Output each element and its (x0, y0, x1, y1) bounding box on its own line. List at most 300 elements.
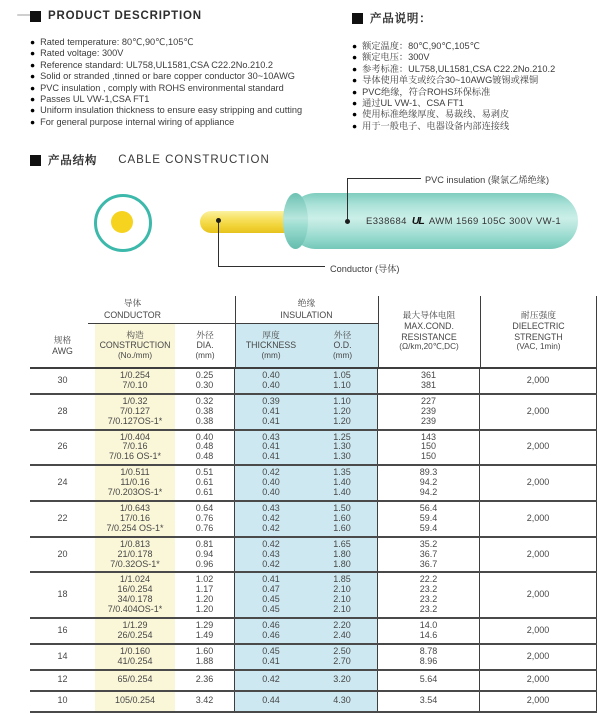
bullet-item (30, 105, 345, 116)
conductor-label: Conductor (导体) (330, 264, 400, 274)
conductor-group-en: CONDUCTOR (103, 309, 162, 320)
cell-value: 2,000 (526, 674, 550, 685)
bullet-icon: ● (30, 37, 36, 47)
conductor-leader-line (218, 222, 219, 266)
cell-od (307, 619, 378, 643)
cell-line: 2.70 (333, 655, 351, 666)
cell-line: 4.30 (333, 695, 351, 706)
cell-line: 0.61 (195, 487, 214, 498)
header-resistance-en1: MAX.COND. (404, 320, 454, 331)
header-thickness-cn: 厚度 (262, 329, 280, 340)
cell-line: 34/0.178 (117, 594, 153, 605)
cell-line: 65/0.254 (117, 674, 153, 685)
cell-line: 7/0.127 (119, 405, 151, 416)
cell-value: 2,000 (526, 624, 550, 635)
cell-dielectric (480, 538, 597, 572)
cell-line: 0.32 (195, 395, 214, 406)
bullet-icon: ● (30, 105, 36, 116)
cell-line: 239 (420, 415, 437, 426)
product-description-list (30, 37, 345, 128)
cell-line: 1.30 (333, 451, 351, 462)
cell-line: 1/0.643 (119, 502, 151, 513)
bullet-icon: ● (352, 109, 358, 120)
cell-awg (30, 692, 95, 711)
header-dielectric-en2: STRENGTH (514, 331, 563, 342)
cell-thickness (235, 466, 307, 500)
header-od-cn: 外径 (333, 329, 352, 340)
cell-line: 2.10 (333, 584, 351, 595)
cell-dia (175, 538, 235, 572)
cell-line: 21/0.178 (117, 548, 153, 559)
cell-od (307, 538, 378, 572)
header-construction-unit: (No./mm) (117, 350, 153, 360)
cell-value: 20 (57, 548, 68, 559)
cell-line: 14.6 (419, 629, 438, 640)
cell-line: 23.2 (419, 604, 438, 615)
cell-line: 1.85 (333, 574, 351, 585)
product-description-heading (30, 10, 345, 22)
cell-dielectric (480, 431, 597, 465)
cell-line: 105/0.254 (114, 695, 156, 706)
bullet-text: 额定温度：80℃,90℃,105℃ (362, 41, 480, 51)
section-marker-icon (30, 155, 41, 166)
cell-line: 1.10 (333, 379, 351, 390)
cell-dielectric (480, 573, 597, 617)
cell-resistance (378, 395, 480, 429)
cell-od (307, 671, 378, 690)
table-row-awg-12 (30, 671, 597, 692)
cell-resistance (378, 538, 480, 572)
cell-line: 381 (420, 379, 437, 390)
cell-resistance (378, 573, 480, 617)
header-awg (30, 324, 95, 367)
bullet-icon: ● (352, 120, 358, 131)
table-row-awg-24 (30, 466, 597, 502)
cell-line: 7/0.404OS-1* (107, 604, 163, 615)
cell-line: 7/0.127OS-1* (107, 415, 163, 426)
bullet-item (30, 60, 345, 71)
cell-line: 0.96 (195, 558, 214, 569)
cell-dielectric (480, 369, 597, 393)
header-dielectric-cn: 耐压强度 (520, 310, 557, 321)
cell-line: 0.42 (262, 674, 280, 685)
bullet-text: For general purpose internal wiring of appliance (40, 116, 235, 127)
cable-print-file-number: E338684 (366, 215, 407, 227)
cell-resistance (378, 671, 480, 690)
table-row-awg-28 (30, 395, 597, 431)
cell-line: 36.7 (419, 548, 438, 559)
header-construction (95, 324, 175, 367)
cell-line: 0.41 (262, 574, 280, 585)
cell-resistance (378, 466, 480, 500)
cell-line: 7/0.254 OS-1* (106, 522, 164, 533)
cell-construction (95, 692, 175, 711)
cell-line: 0.40 (262, 487, 280, 498)
cell-line: 8.78 (419, 645, 438, 656)
bullet-icon: ● (352, 41, 358, 51)
cell-line: 0.94 (195, 548, 214, 559)
cell-line: 0.64 (195, 502, 214, 513)
cell-awg (30, 671, 95, 690)
cell-line: 0.41 (262, 415, 280, 426)
cell-thickness (235, 502, 307, 536)
header-od-unit: (mm) (332, 350, 353, 360)
cell-thickness (235, 671, 307, 690)
cell-value: 2,000 (526, 589, 550, 600)
cell-line: 1.20 (333, 415, 351, 426)
cell-value: 10 (57, 695, 68, 706)
table-row-awg-30 (30, 369, 597, 395)
cell-construction (95, 466, 175, 500)
cell-thickness (235, 369, 307, 393)
cable-print-text (366, 215, 561, 227)
cell-value: 2,000 (526, 548, 550, 559)
cell-line: 0.41 (262, 405, 280, 416)
cell-awg (30, 619, 95, 643)
cell-line: 1.30 (333, 441, 351, 452)
cell-line: 89.3 (419, 467, 438, 478)
header-awg-en: AWG (52, 345, 73, 356)
cell-construction (95, 502, 175, 536)
cell-line: 1.25 (333, 431, 351, 442)
bullet-text: Uniform insulation thickness to ensure easy stripping and cutting (40, 105, 303, 116)
cell-line: 0.43 (262, 548, 280, 559)
cell-value: 18 (57, 589, 68, 600)
cell-line: 1.20 (195, 604, 214, 615)
cell-dielectric (480, 692, 597, 711)
header-resistance-cn: 最大导体电阻 (402, 310, 456, 321)
cell-line: 7/0.16 OS-1* (108, 451, 162, 462)
cell-line: 56.4 (419, 502, 438, 513)
cell-construction (95, 431, 175, 465)
conductor-group-cn: 导体 (123, 298, 142, 308)
cell-line: 0.51 (195, 467, 214, 478)
cell-line: 0.47 (262, 584, 280, 595)
cell-line: 0.40 (262, 370, 280, 380)
cell-line: 41/0.254 (117, 655, 153, 666)
cell-line: 0.43 (262, 431, 280, 442)
cell-line: 17/0.16 (119, 512, 151, 523)
insulation-group-cn: 绝缘 (297, 298, 316, 308)
bullet-text: PVC insulation , comply with ROHS environmental standard (40, 82, 284, 93)
cell-line: 0.40 (195, 431, 214, 442)
table-header (30, 296, 597, 369)
cable-construction-heading (30, 152, 270, 168)
cell-construction (95, 395, 175, 429)
product-description-section (30, 10, 345, 128)
cell-resistance (378, 369, 480, 393)
cell-dia (175, 692, 235, 711)
bullet-icon: ● (30, 48, 36, 59)
cell-line: 0.30 (195, 379, 214, 390)
cell-line: 1.02 (195, 574, 214, 585)
insulation-group-header (235, 297, 378, 322)
product-notes-cn-heading (352, 10, 603, 26)
cell-line: 1.88 (195, 655, 214, 666)
cell-line: 3.42 (195, 695, 214, 706)
cell-dielectric (480, 395, 597, 429)
bullet-icon: ● (352, 75, 358, 86)
cell-value: 2,000 (526, 405, 550, 416)
cell-thickness (235, 692, 307, 711)
cell-dielectric (480, 466, 597, 500)
cell-thickness (235, 573, 307, 617)
cell-line: 0.46 (262, 629, 280, 640)
cell-line: 2.10 (333, 594, 351, 605)
cell-line: 0.38 (195, 415, 214, 426)
cell-line: 3.20 (333, 674, 351, 685)
cell-construction (95, 619, 175, 643)
cell-line: 227 (420, 395, 437, 406)
cell-resistance (378, 645, 480, 669)
cell-value: 26 (57, 441, 68, 452)
cell-line: 0.76 (195, 522, 214, 533)
cell-line: 0.48 (195, 441, 214, 452)
cell-value: 28 (57, 405, 68, 416)
cell-line: 1.10 (333, 395, 351, 406)
cell-line: 1/0.160 (119, 645, 151, 656)
cell-od (307, 395, 378, 429)
cell-line: 1.20 (195, 594, 214, 605)
cell-line: 0.41 (262, 451, 280, 462)
cell-dielectric (480, 671, 597, 690)
header-thickness-unit: (mm) (261, 350, 281, 360)
table-row-awg-16 (30, 619, 597, 645)
cell-dia (175, 466, 235, 500)
bullet-text: 通过UL VW-1、CSA FT1 (362, 98, 464, 109)
bullet-text: PVC绝缘，符合ROHS环保标准 (362, 86, 491, 97)
cell-construction (95, 645, 175, 669)
cable-insulation-cut-face (283, 193, 308, 249)
bullet-item (352, 64, 603, 75)
cell-awg (30, 538, 95, 572)
cell-resistance (378, 431, 480, 465)
cell-line: 2.40 (333, 629, 351, 640)
insulation-label: PVC insulation (聚氯乙烯绝缘) (425, 175, 550, 185)
cell-line: 1.29 (195, 620, 214, 631)
header-resistance (378, 296, 480, 367)
cell-dia (175, 431, 235, 465)
cell-value: 2,000 (526, 374, 550, 385)
cell-line: 8.96 (419, 655, 438, 666)
cell-line: 7/0.16 (122, 441, 148, 452)
cell-dia (175, 573, 235, 617)
cell-line: 0.42 (262, 512, 280, 523)
cell-line: 1.49 (195, 629, 214, 640)
cell-awg (30, 369, 95, 393)
product-notes-cn-section (352, 10, 603, 132)
cell-construction (95, 573, 175, 617)
cell-line: 239 (420, 405, 437, 416)
bullet-item (352, 75, 603, 86)
cell-line: 22.2 (419, 574, 438, 585)
cell-value: 24 (57, 477, 68, 488)
conductor-group-header (30, 297, 235, 322)
cell-line: 0.44 (262, 695, 280, 706)
table-row-awg-20 (30, 538, 597, 574)
bullet-text: Rated voltage: 300V (40, 48, 124, 59)
cell-line: 94.2 (419, 477, 438, 488)
cell-awg (30, 573, 95, 617)
cable-construction-title-cn: 产品结构 (48, 155, 98, 167)
cell-resistance (378, 692, 480, 711)
cell-line: 361 (420, 370, 437, 380)
cell-line: 7/0.10 (122, 379, 148, 390)
cell-line: 0.41 (262, 441, 280, 452)
cable-print-rating: AWM 1569 105C 300V VW-1 (428, 215, 562, 227)
cell-line: 36.7 (419, 558, 438, 569)
bullet-item (30, 83, 345, 94)
product-notes-cn-list (352, 41, 603, 132)
cell-line: 0.42 (262, 467, 280, 478)
cell-line: 1.80 (333, 548, 351, 559)
cell-line: 0.43 (262, 502, 280, 513)
cell-line: 1/0.511 (120, 467, 150, 478)
cell-line: 1.35 (333, 467, 351, 478)
cell-line: 1.60 (333, 512, 351, 523)
cell-line: 59.4 (419, 522, 438, 533)
column-divider (596, 296, 598, 367)
cell-line: 5.64 (419, 674, 438, 685)
cell-dia (175, 395, 235, 429)
cell-line: 0.61 (195, 477, 214, 488)
conductor-leader-line (218, 266, 325, 267)
cell-od (307, 466, 378, 500)
bullet-text: 额定电压：300V (362, 52, 430, 63)
insulation-pointer-dot (345, 219, 350, 224)
bullet-item (30, 117, 345, 128)
column-divider (480, 296, 482, 367)
cell-value: 2,000 (526, 695, 550, 706)
column-divider (378, 296, 380, 367)
cell-od (307, 369, 378, 393)
header-dia-unit: (mm) (195, 350, 215, 360)
cell-line: 14.0 (419, 620, 438, 631)
cell-line: 0.45 (262, 604, 280, 615)
bullet-icon: ● (352, 86, 358, 97)
cell-resistance (378, 619, 480, 643)
cell-line: 0.45 (262, 645, 280, 656)
cell-line: 0.41 (262, 655, 280, 666)
cell-dia (175, 619, 235, 643)
cell-line: 1.60 (333, 522, 351, 533)
cell-thickness (235, 431, 307, 465)
insulation-group-en: INSULATION (280, 309, 333, 320)
cell-awg (30, 645, 95, 669)
cell-line: 0.46 (262, 620, 280, 631)
insulation-leader-line (347, 178, 348, 222)
header-construction-en: CONSTRUCTION (99, 340, 171, 351)
header-od (307, 324, 378, 367)
bullet-item (352, 121, 603, 132)
bullet-icon: ● (30, 94, 36, 105)
cell-line: 1/0.32 (122, 395, 148, 406)
table-row-awg-10 (30, 692, 597, 713)
cell-awg (30, 502, 95, 536)
cell-line: 1/0.254 (119, 370, 151, 380)
bullet-icon: ● (352, 52, 358, 63)
cell-line: 23.2 (419, 594, 438, 605)
cell-od (307, 645, 378, 669)
cell-line: 23.2 (419, 584, 438, 595)
cell-construction (95, 369, 175, 393)
cell-awg (30, 466, 95, 500)
cell-value: 30 (57, 374, 68, 385)
cell-value: 14 (57, 650, 68, 661)
header-awg-cn: 规格 (53, 334, 72, 345)
cell-thickness (235, 538, 307, 572)
bullet-item (352, 41, 603, 52)
bullet-icon: ● (352, 98, 358, 109)
header-dia (175, 324, 235, 367)
header-resistance-en2: RESISTANCE (401, 331, 457, 342)
cell-value: 2,000 (526, 477, 550, 488)
cell-line: 1.40 (333, 477, 351, 488)
section-marker-icon (30, 11, 41, 22)
cell-line: 1.17 (195, 584, 214, 595)
header-dia-en: DIA. (196, 340, 214, 351)
table-body (30, 369, 597, 713)
header-construction-cn: 构造 (126, 329, 144, 340)
table-row-awg-18 (30, 573, 597, 619)
bullet-text: Rated temperature: 80℃,90℃,105℃ (40, 37, 194, 47)
header-dielectric (480, 296, 597, 367)
bullet-text: 导体使用单支或绞合30~10AWG镀锡或裸铜 (362, 75, 539, 86)
conductor-pointer-dot (216, 218, 221, 223)
table-row-awg-14 (30, 645, 597, 671)
cell-line: 0.40 (262, 477, 280, 488)
cell-od (307, 502, 378, 536)
cell-construction (95, 538, 175, 572)
cell-line: 0.39 (262, 395, 280, 406)
cell-line: 1/1.024 (119, 574, 151, 585)
bullet-icon: ● (352, 63, 358, 74)
cell-line: 94.2 (419, 487, 438, 498)
cell-dielectric (480, 645, 597, 669)
cell-awg (30, 431, 95, 465)
header-thickness (235, 324, 307, 367)
cell-dia (175, 502, 235, 536)
bullet-icon: ● (30, 59, 36, 70)
cell-line: 143 (420, 431, 437, 442)
cell-thickness (235, 645, 307, 669)
cell-dia (175, 671, 235, 690)
bullet-item (352, 52, 603, 63)
cell-line: 1.60 (195, 645, 214, 656)
cell-dielectric (480, 502, 597, 536)
cell-line: 2.20 (333, 620, 351, 631)
cell-construction (95, 671, 175, 690)
cell-line: 1.80 (333, 558, 351, 569)
cell-line: 1.05 (333, 370, 351, 380)
cell-od (307, 692, 378, 711)
product-description-title: PRODUCT DESCRIPTION (48, 10, 202, 22)
cell-line: 1/0.404 (119, 431, 151, 442)
cell-line: 1.65 (333, 538, 351, 549)
cell-value: 2,000 (526, 441, 550, 452)
bullet-icon: ● (30, 116, 36, 127)
cell-line: 1/0.813 (119, 538, 151, 549)
cell-line: 0.45 (262, 594, 280, 605)
product-notes-cn-title: 产品说明： (370, 13, 432, 25)
cell-value: 22 (57, 512, 68, 523)
header-od-en: O.D. (333, 340, 352, 351)
cell-line: 35.2 (419, 538, 438, 549)
insulation-leader-line (347, 178, 421, 179)
header-dielectric-unit: (VAC, 1min) (516, 342, 561, 352)
cell-line: 2.36 (195, 674, 214, 685)
cell-value: 16 (57, 624, 68, 635)
